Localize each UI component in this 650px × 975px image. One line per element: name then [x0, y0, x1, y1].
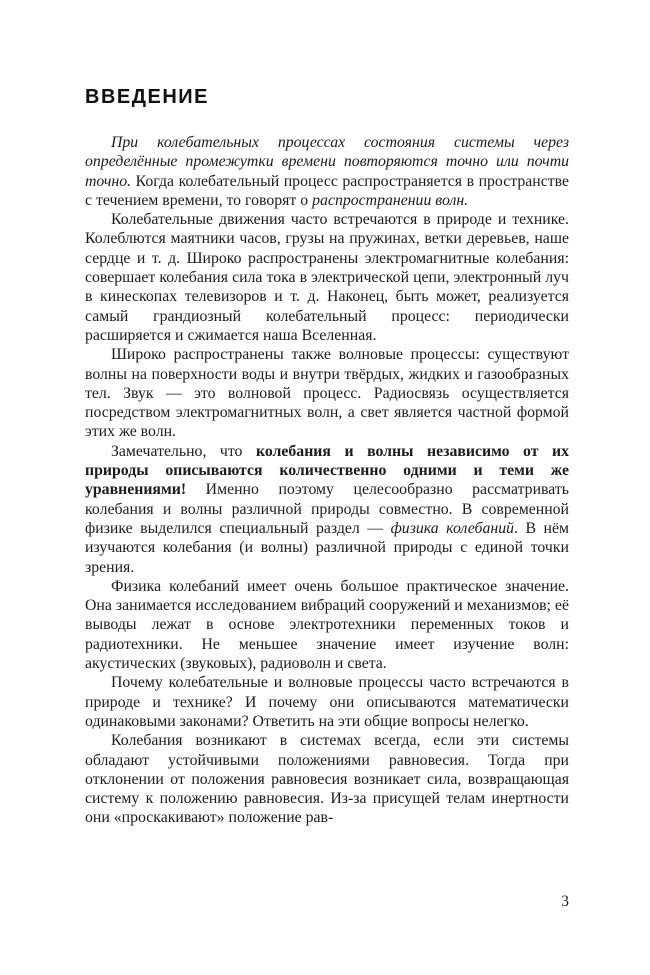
- paragraph: [85, 731, 569, 827]
- paragraph: [85, 210, 569, 345]
- page-number: 3: [561, 893, 569, 910]
- text-segment: Широко распространены также волновые процессы: существуют волны на поверхности воды и внутри твёрдых, жидких и газообразных тел. Звук — это волновой процесс. Радиосвязь осуществляется посредством электромагнитных волн, а свет является частной формой этих же волн.: [85, 346, 569, 441]
- paragraph: [85, 133, 569, 210]
- text-segment: Колебания возникают в системах всегда, если эти системы обладают устойчивыми положениями равновесия. Тогда при отклонении от положения равновесия возникает сила, возвращающая систему к положению равновесия. Из-за присущей телам инертности они «проскакивают» положение рав-: [85, 732, 569, 827]
- text-segment: колебания и волны независимо от их природы описываются количественно одними и теми же уравнениями!: [85, 442, 570, 499]
- text-segment: Колебательные движения часто встречаются в природе и технике. Колеблются маятники часов, грузы на пружинах, ветки деревьев, наше сердце и т. д. Широко распространены электромагнитные колебания: совершает колебания сила тока в электрической цепи, электронный луч в кинескопах телевизоров и т. д. Наконец, быть может, реализуется самый грандиозный колебательный процесс: периодически расширяется и сжимается наша Вселенная.: [85, 211, 569, 344]
- paragraph: [85, 577, 569, 673]
- text-segment: физика колебаний: [390, 519, 515, 537]
- text-segment: Почему колебательные и волновые процессы часто встречаются в природе и технике? И почему они описываются математически одинаковыми законами? Ответить на эти общие вопросы нелегко.: [85, 674, 569, 730]
- paragraph: [85, 442, 569, 577]
- paragraphs: [85, 133, 569, 828]
- book-page: [85, 86, 569, 828]
- text-segment: Замечательно, что: [111, 442, 256, 460]
- page-title: ВВЕДЕНИЕ: [85, 86, 209, 108]
- text-segment: При колебательных процессах состояния системы через определённые промежутки времени повторяются точно или почти точно.: [85, 134, 569, 190]
- paragraph: [85, 673, 569, 731]
- paragraph: [85, 345, 569, 441]
- text-segment: распространении волн.: [312, 191, 469, 209]
- text-segment: Именно поэтому целесообразно рассматривать колебания и волны различной природы совместно. В современной физике выделился специальный раздел —: [85, 481, 569, 537]
- text-segment: Физика колебаний имеет очень большое практическое значение. Она занимается исследованием вибраций сооружений и механизмов; её выводы лежат в основе электротехники переменных токов и радиотехники. Не меньшее значение имеет изучение волн: акустических (звуковых), радиоволн и света.: [85, 577, 569, 673]
- text-segment: . В нём изучаются колебания (и волны) различной природы с единой точки зрения.: [85, 519, 569, 576]
- text-segment: Когда колебательный процесс распространяется в пространстве с течением времени, то говорят о: [85, 172, 569, 209]
